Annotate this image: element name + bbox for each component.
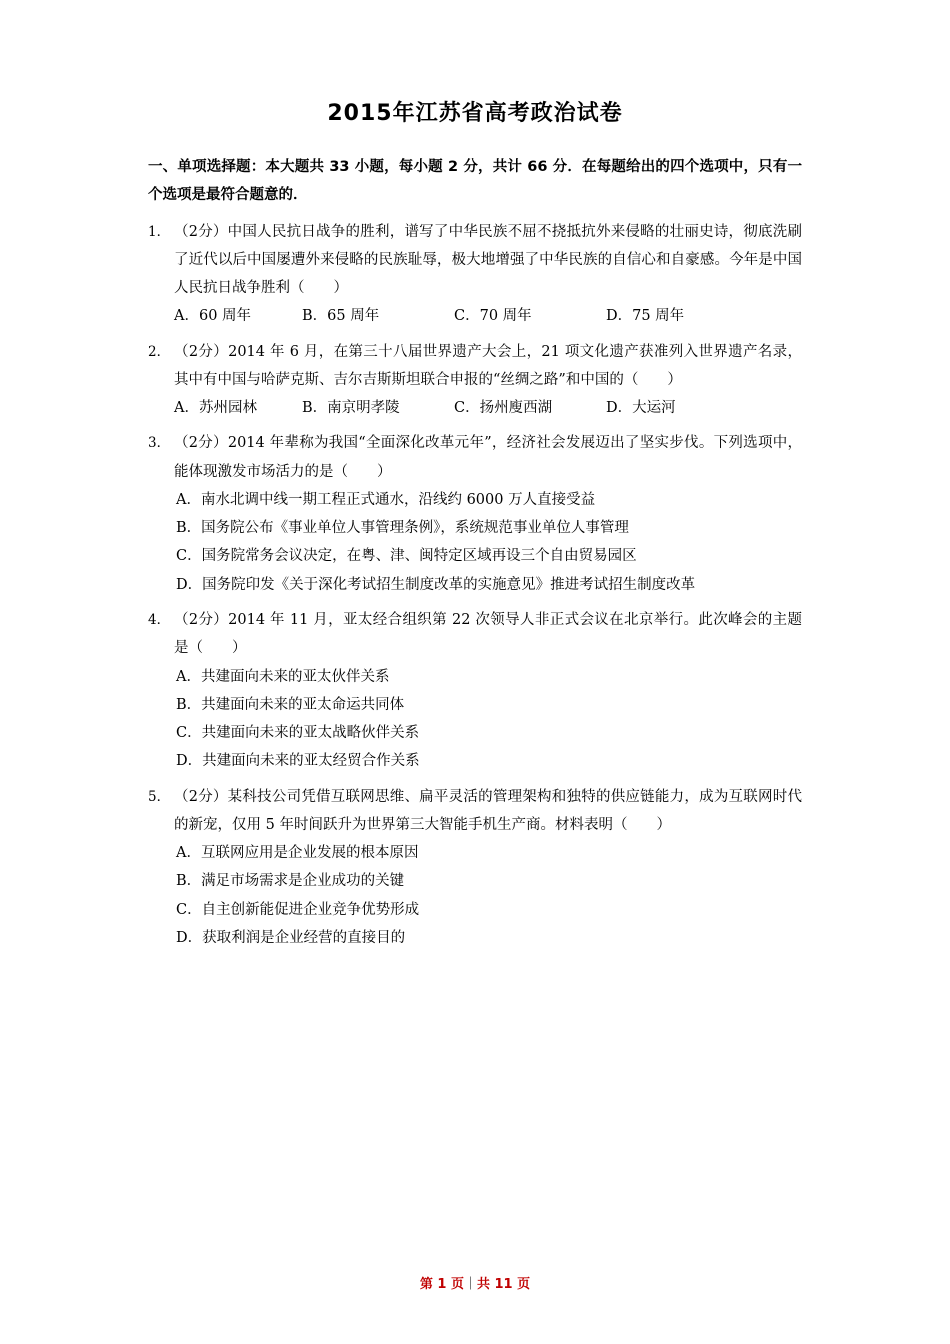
option-c[interactable]: C．70 周年	[454, 308, 532, 325]
option-list	[174, 839, 802, 952]
question-number: 3．	[148, 435, 171, 452]
question-stem: （2分）2014 年辈称为我国“全面深化改革元年”，经济社会发展迈出了坚实步伐。下列选项中，能体现激发市场活力的是（ ）	[174, 435, 802, 480]
footer-total-pages: 共 11 页	[476, 1277, 531, 1292]
option-row	[174, 302, 802, 330]
question-item	[148, 429, 802, 599]
option-d[interactable]: D．大运河	[606, 400, 676, 417]
option-list	[174, 663, 802, 776]
question-item	[148, 218, 802, 331]
option-list	[174, 486, 802, 599]
question-number: 1．	[148, 223, 171, 240]
question-item	[148, 606, 802, 776]
option-d[interactable]: D．获取利润是企业经营的直接目的	[176, 929, 406, 946]
page-footer	[0, 1273, 950, 1292]
option-a[interactable]: A．南水北调中线一期工程正式通水，沿线约 6000 万人直接受益	[176, 491, 596, 508]
option-b[interactable]: B．国务院公布《事业单位人事管理条例》，系统规范事业单位人事管理	[176, 520, 629, 537]
option-b[interactable]: B．65 周年	[302, 308, 380, 325]
option-a[interactable]: A．共建面向未来的亚太伙伴关系	[176, 668, 390, 685]
question-number: 4．	[148, 611, 171, 628]
option-c[interactable]: C．自主创新能促进企业竞争优势形成	[176, 901, 420, 918]
option-d[interactable]: D．75 周年	[606, 308, 685, 325]
question-stem: （2分）某科技公司凭借互联网思维、扁平灵活的管理架构和独特的供应链能力，成为互联网时代的新宠，仅用 5 年时间跃升为世界第三大智能手机生产商。材料表明（ ）	[174, 788, 802, 833]
page-title: 2015年江苏省高考政治试卷	[327, 101, 623, 126]
footer-separator: ｜	[463, 1277, 477, 1292]
option-a[interactable]: A．苏州园林	[174, 400, 257, 417]
footer-page-number: 第 1 页	[419, 1277, 464, 1292]
option-d[interactable]: D．共建面向未来的亚太经贸合作关系	[176, 753, 420, 770]
question-stem: （2分）中国人民抗日战争的胜利，谱写了中华民族不屈不挠抵抗外来侵略的壮丽史诗，彻底洗刷了近代以后中国屡遭外来侵略的民族耻辱，极大地增强了中华民族的自信心和自豪感。今年是中国人民抗日战争胜利（ ）	[174, 223, 802, 297]
question-body	[174, 606, 802, 776]
option-a[interactable]: A．互联网应用是企业发展的根本原因	[176, 845, 419, 862]
option-c[interactable]: C．扬州廋西湖	[454, 400, 553, 417]
question-item	[148, 783, 802, 953]
question-number: 5．	[148, 788, 171, 805]
question-body	[174, 338, 802, 423]
option-a[interactable]: A．60 周年	[174, 308, 252, 325]
question-stem: （2分）2014 年 6 月，在第三十八届世界遗产大会上，21 项文化遗产获准列入世界遗产名录，其中有中国与哈萨克斯、吉尔吉斯斯坦联合申报的“丝绸之路”和中国的（ ）	[174, 343, 802, 388]
option-d[interactable]: D．国务院印发《关于深化考试招生制度改革的实施意见》推进考试招生制度改革	[176, 576, 696, 593]
option-row	[174, 394, 802, 422]
question-body	[174, 783, 802, 953]
option-c[interactable]: C．国务院常务会议决定，在粤、津、闽特定区域再设三个自由贸易园区	[176, 548, 637, 565]
question-number: 2．	[148, 343, 171, 360]
option-c[interactable]: C．共建面向未来的亚太战略伙伴关系	[176, 725, 420, 742]
question-body	[174, 429, 802, 599]
option-b[interactable]: B．共建面向未来的亚太命运共同体	[176, 696, 405, 713]
question-stem: （2分）2014 年 11 月，亚太经合组织第 22 次领导人非正式会议在北京举行。此次峰会的主题是（ ）	[174, 611, 802, 657]
section-heading: 一、单项选择题：本大题共 33 小题，每小题 2 分，共计 66 分．在每题给出的四个选项中，只有一个选项是最符合题意的．	[148, 159, 802, 204]
question-item	[148, 338, 802, 423]
option-b[interactable]: B．满足市场需求是企业成功的关键	[176, 873, 405, 890]
option-b[interactable]: B．南京明孝陵	[302, 400, 400, 417]
question-body	[174, 218, 802, 331]
